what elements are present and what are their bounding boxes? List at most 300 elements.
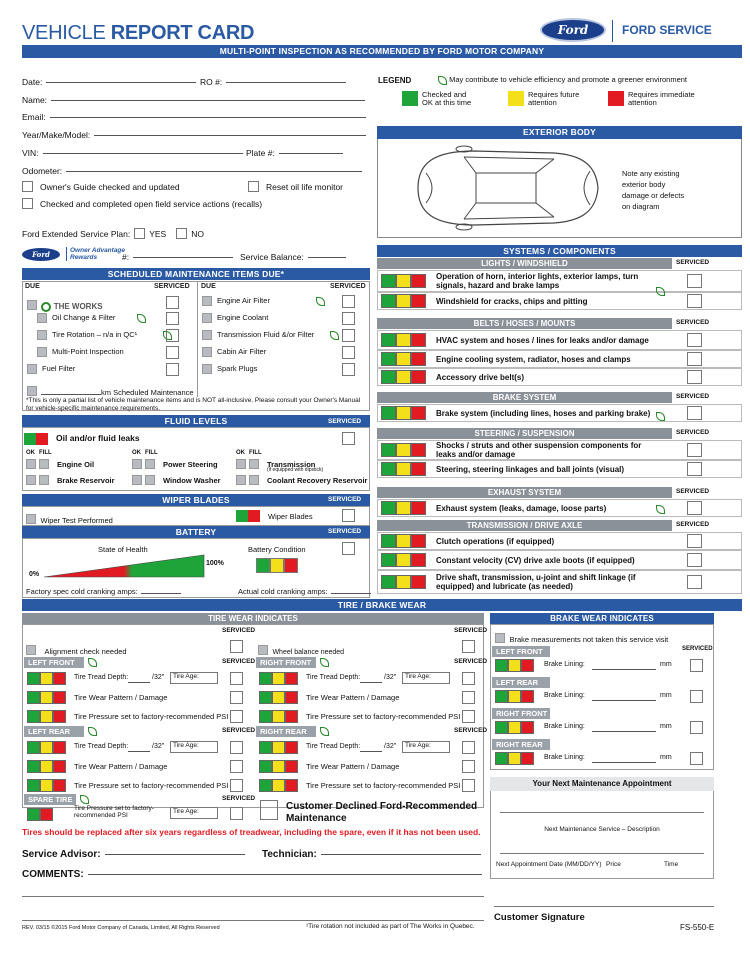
fill-checkbox[interactable]	[249, 475, 259, 485]
sched-item-label: Cabin Air Filter	[217, 347, 267, 356]
yellow-status-box[interactable]	[396, 274, 411, 288]
brake-lining-input[interactable]	[592, 762, 656, 763]
yellow-status-box[interactable]	[272, 741, 285, 754]
brake-status-indicator[interactable]	[495, 752, 534, 765]
brake-position-header: LEFT REAR	[492, 677, 550, 688]
tire-status-indicator[interactable]	[27, 672, 66, 685]
green-status-box[interactable]	[259, 672, 272, 685]
green-status-box[interactable]	[381, 294, 396, 308]
systems-item-label: Windshield for cracks, chips and pitting	[436, 296, 588, 306]
red-status-box[interactable]	[521, 752, 534, 765]
green-status-box[interactable]	[27, 710, 40, 723]
reset-oil-check[interactable]: Reset oil life monitor	[248, 181, 343, 192]
yellow-status-box[interactable]	[272, 691, 285, 704]
appointment-time-label: Time	[664, 861, 679, 868]
green-status-box[interactable]	[27, 691, 40, 704]
mm-label: mm	[660, 754, 672, 761]
tire-age-field[interactable]: Tire Age:	[170, 741, 218, 753]
brake-lining-input[interactable]	[592, 731, 656, 732]
yellow-status-box[interactable]	[40, 760, 53, 773]
tire-status-indicator[interactable]	[259, 710, 298, 723]
tire-warning: Tires should be replaced after six years regardless of treadwear, including the spare, even if it has not been used.	[22, 827, 481, 837]
tire-wear-indicates-header: TIRE WEAR INDICATES	[22, 613, 484, 624]
wiper-blades-indicator[interactable]	[236, 509, 260, 527]
fill-header: FILL	[145, 450, 158, 456]
status-indicator[interactable]	[381, 294, 426, 308]
status-indicator[interactable]	[381, 553, 426, 567]
red-status-box[interactable]	[53, 710, 66, 723]
due-checkbox[interactable]	[27, 364, 37, 374]
status-indicator[interactable]	[381, 352, 426, 366]
due-checkbox[interactable]	[202, 347, 212, 357]
yellow-status-box[interactable]	[508, 659, 521, 672]
balance-serviced-box[interactable]	[462, 640, 475, 653]
battery-serviced-label: SERVICED	[328, 528, 362, 535]
tire-age-field[interactable]: Tire Age:	[402, 741, 450, 753]
plate-field[interactable]: Plate #:	[246, 148, 343, 158]
red-status-box[interactable]	[285, 760, 298, 773]
systems-serviced-box[interactable]	[687, 462, 702, 476]
mm-label: mm	[660, 692, 672, 699]
tire-row-label: Tire Pressure set to factory-recommended PSI	[74, 781, 229, 790]
email-field[interactable]: Email:	[22, 112, 366, 122]
the-works-check[interactable]	[27, 296, 103, 314]
green-status-box[interactable]	[381, 501, 396, 515]
green-status-box[interactable]	[381, 406, 396, 420]
due-checkbox[interactable]	[37, 330, 47, 340]
yellow-status-box[interactable]	[396, 462, 411, 476]
green-status-box[interactable]	[381, 370, 396, 384]
brand-name: FORD SERVICE	[622, 23, 712, 37]
red-status-box[interactable]	[411, 333, 426, 347]
checkbox[interactable]	[258, 645, 268, 655]
green-status-box[interactable]	[259, 741, 272, 754]
checkbox[interactable]	[27, 386, 37, 396]
yellow-status-box[interactable]	[40, 741, 53, 754]
red-status-box[interactable]	[521, 721, 534, 734]
red-status-box[interactable]	[285, 779, 298, 792]
exterior-body-note: Note any existing exterior body damage or defects on diagram	[622, 169, 685, 211]
tire-row-label: Tire Wear Pattern / Damage	[74, 693, 168, 702]
green-status-box[interactable]	[495, 659, 508, 672]
the-works-serviced-box[interactable]	[166, 296, 179, 309]
legend-green-swatch	[402, 91, 418, 106]
red-status-box[interactable]	[285, 691, 298, 704]
red-status-box[interactable]	[53, 672, 66, 685]
appointment-line-2[interactable]	[500, 853, 704, 854]
fluid-item-label: Window Washer	[163, 476, 221, 485]
factory-cca-field[interactable]: Factory spec cold cranking amps:	[26, 587, 181, 596]
leaf-icon	[320, 727, 329, 736]
sched-serviced-box[interactable]	[342, 363, 355, 376]
red-status-box[interactable]	[411, 352, 426, 366]
yellow-status-box[interactable]	[40, 672, 53, 685]
tire-serviced-box[interactable]	[230, 779, 243, 792]
systems-serviced-box[interactable]	[687, 333, 702, 347]
sched-serviced-box[interactable]	[342, 295, 355, 308]
status-indicator[interactable]	[381, 575, 426, 589]
car-diagram[interactable]	[404, 143, 604, 233]
due-checkbox[interactable]	[202, 313, 212, 323]
spare-status-indicator[interactable]	[27, 808, 53, 821]
green-status-box[interactable]	[259, 691, 272, 704]
tire-serviced-box[interactable]	[230, 741, 243, 754]
comments-line-3[interactable]	[22, 920, 484, 921]
status-indicator[interactable]	[381, 274, 426, 288]
yellow-status-box[interactable]	[508, 721, 521, 734]
green-status-box[interactable]	[381, 575, 396, 589]
comments-line-2[interactable]	[22, 896, 484, 897]
tread-depth-input[interactable]	[360, 682, 382, 683]
recalls-check[interactable]: Checked and completed open field service actions (recalls)	[22, 198, 262, 209]
ok-header: OK	[26, 450, 35, 456]
status-indicator[interactable]	[381, 406, 426, 420]
brake-lining-input[interactable]	[592, 700, 656, 701]
odometer-field[interactable]: Odometer:	[22, 166, 362, 176]
systems-item-label: Drive shaft, transmission, u-joint and shift linkage (if equipped) and lubricate (as needed)	[436, 573, 636, 591]
systems-section-header: LIGHTS / WINDSHIELD	[377, 258, 672, 269]
brake-not-taken-check[interactable]: Brake measurements not taken this service visit	[495, 629, 668, 647]
fluid-levels-header: FLUID LEVELS	[22, 415, 370, 427]
systems-serviced-box[interactable]	[687, 553, 702, 567]
battery-condition-label: Battery Condition	[248, 545, 306, 554]
fill-checkbox[interactable]	[39, 459, 49, 469]
fill-header: FILL	[249, 450, 262, 456]
appointment-title: Your Next Maintenance Appointment	[490, 777, 714, 791]
due-checkbox[interactable]	[37, 313, 47, 323]
checkbox[interactable]	[22, 198, 33, 209]
comments-field[interactable]: COMMENTS:	[22, 869, 482, 880]
ok-checkbox[interactable]	[236, 475, 246, 485]
yellow-status-box[interactable]	[272, 710, 285, 723]
tire-serviced-box[interactable]	[230, 672, 243, 685]
checkbox[interactable]	[26, 645, 36, 655]
owner-advantage-logo: Owner Advantage Rewards	[66, 247, 125, 261]
fill-checkbox[interactable]	[39, 475, 49, 485]
systems-item-label: HVAC system and hoses / lines for leaks and/or damage	[436, 335, 649, 345]
brake-status-indicator[interactable]	[495, 690, 534, 703]
appointment-description-label: Next Maintenance Service – Description	[544, 826, 660, 833]
systems-serviced-label: SERVICED	[676, 259, 710, 266]
tire-serviced-box[interactable]	[462, 691, 475, 704]
brake-lining-label: Brake Lining:	[544, 754, 585, 761]
tire-status-indicator[interactable]	[259, 741, 298, 754]
esp-no-checkbox[interactable]	[176, 228, 187, 239]
tire-status-indicator[interactable]	[27, 779, 66, 792]
tire-status-indicator[interactable]	[27, 710, 66, 723]
green-status-box[interactable]	[495, 721, 508, 734]
wiper-test-check[interactable]: Wiper Test Performed	[26, 510, 113, 528]
green-status-box[interactable]	[381, 462, 396, 476]
oil-leaks-indicator[interactable]	[24, 432, 48, 450]
green-status-box[interactable]	[27, 808, 40, 821]
green-status-box[interactable]	[381, 443, 396, 457]
systems-item-label: Clutch operations (if equipped)	[436, 536, 555, 546]
alignment-check[interactable]: Alignment check needed	[26, 641, 127, 659]
sched-serviced-box[interactable]	[166, 346, 179, 359]
technician-field[interactable]: Technician:	[262, 849, 481, 860]
tread-depth-input[interactable]	[128, 682, 150, 683]
red-status-box[interactable]	[521, 659, 534, 672]
owners-guide-check[interactable]: Owner's Guide checked and updated	[22, 181, 180, 192]
brake-lining-input[interactable]	[592, 669, 656, 670]
fluid-item-label: Coolant Recovery Reservoir	[267, 476, 368, 485]
ok-checkbox[interactable]	[26, 475, 36, 485]
green-status-box[interactable]	[381, 534, 396, 548]
yellow-status-box[interactable]	[40, 710, 53, 723]
sched-serviced-box[interactable]	[166, 363, 179, 376]
checkbox[interactable]	[248, 181, 259, 192]
name-field[interactable]: Name:	[22, 95, 365, 105]
systems-serviced-box[interactable]	[687, 370, 702, 384]
tire-status-indicator[interactable]	[27, 760, 66, 773]
brake-serviced-box[interactable]	[690, 659, 703, 672]
systems-item-label: Steering, steering linkages and ball joints (visual)	[436, 464, 625, 474]
ok-checkbox[interactable]	[236, 459, 246, 469]
red-status-box[interactable]	[411, 274, 426, 288]
tire-serviced-box[interactable]	[462, 710, 475, 723]
oil-leaks-serviced-box[interactable]	[342, 432, 355, 445]
green-status-box[interactable]	[495, 690, 508, 703]
ok-checkbox[interactable]	[132, 459, 142, 469]
yellow-status-box[interactable]	[396, 575, 411, 589]
checkbox[interactable]	[27, 300, 37, 310]
yellow-status-box[interactable]	[396, 443, 411, 457]
tire-status-indicator[interactable]	[259, 672, 298, 685]
yellow-status-box[interactable]	[272, 779, 285, 792]
yellow-status-box[interactable]	[508, 752, 521, 765]
vin-field[interactable]: VIN:	[22, 148, 243, 158]
tire-age-field[interactable]: Tire Age:	[402, 672, 450, 684]
tire-serviced-box[interactable]	[462, 779, 475, 792]
systems-serviced-label: SERVICED	[676, 393, 710, 400]
tread-depth-input[interactable]	[360, 751, 382, 752]
due-checkbox[interactable]	[202, 364, 212, 374]
tire-serviced-box[interactable]	[462, 741, 475, 754]
checkbox[interactable]	[26, 514, 36, 524]
ok-checkbox[interactable]	[132, 475, 142, 485]
systems-serviced-box[interactable]	[687, 534, 702, 548]
service-advisor-field[interactable]: Service Advisor:	[22, 849, 245, 860]
systems-item-label: Accessory drive belt(s)	[436, 372, 525, 382]
yellow-status-box[interactable]	[396, 294, 411, 308]
oil-leaks-label: Oil and/or fluid leaks	[56, 433, 140, 443]
spare-tire-age-field[interactable]: Tire Age:	[170, 807, 218, 819]
yellow-status-box[interactable]	[396, 406, 411, 420]
red-status-box[interactable]	[53, 779, 66, 792]
red-status-box[interactable]	[53, 691, 66, 704]
tire-row-label: Tire Pressure set to factory-recommended PSI	[306, 712, 461, 721]
green-status-box[interactable]	[381, 274, 396, 288]
due-checkbox[interactable]	[37, 347, 47, 357]
fill-checkbox[interactable]	[145, 475, 155, 485]
actual-cca-field[interactable]: Actual cold cranking amps:	[238, 587, 371, 596]
fluid-item-label: Brake Reservoir	[57, 476, 115, 485]
status-indicator[interactable]	[381, 370, 426, 384]
green-status-box[interactable]	[495, 752, 508, 765]
systems-serviced-box[interactable]	[687, 294, 702, 308]
tire-serviced-box[interactable]	[230, 691, 243, 704]
green-status-box[interactable]	[259, 710, 272, 723]
brake-position-header: LEFT FRONT	[492, 646, 550, 657]
tire-status-indicator[interactable]	[27, 691, 66, 704]
customer-declined-checkbox[interactable]	[260, 800, 278, 820]
year-make-model-field[interactable]: Year/Make/Model:	[22, 130, 366, 140]
fluid-item-label: Transmission	[267, 460, 316, 469]
yellow-status-box[interactable]	[40, 691, 53, 704]
tire-position-header: LEFT FRONT	[24, 657, 84, 668]
red-status-box[interactable]	[411, 294, 426, 308]
red-status-box[interactable]	[521, 690, 534, 703]
legend-leaf-text: May contribute to vehicle efficiency and promote a greener environment	[438, 75, 687, 85]
sched-serviced-box[interactable]	[342, 329, 355, 342]
brake-status-indicator[interactable]	[495, 721, 534, 734]
status-indicator[interactable]	[381, 534, 426, 548]
wiper-serviced-box[interactable]	[342, 509, 355, 522]
brake-position-header: RIGHT FRONT	[492, 708, 550, 719]
wheel-balance-check[interactable]: Wheel balance needed	[258, 641, 344, 659]
sched-serviced-box[interactable]	[166, 312, 179, 325]
form-number: FS-550-E	[680, 923, 715, 932]
systems-item-label: Engine cooling system, radiator, hoses and clamps	[436, 354, 631, 364]
systems-item-label: Shocks / struts and other suspension components for leaks and/or damage	[436, 441, 642, 459]
green-status-box[interactable]	[381, 352, 396, 366]
tread-depth-input[interactable]	[128, 751, 150, 752]
sched-note: *This is only a partial list of vehicle maintenance items and is NOT all-inclusive. Please consult your Owner's Manual for vehicle-specific maintenance requirements.	[26, 397, 361, 412]
ro-field[interactable]: RO #:	[200, 77, 346, 87]
service-balance-field[interactable]: Service Balance:	[240, 252, 346, 262]
status-indicator[interactable]	[381, 462, 426, 476]
red-status-box[interactable]	[411, 443, 426, 457]
status-indicator[interactable]	[381, 443, 426, 457]
yellow-status-box[interactable]	[508, 690, 521, 703]
systems-serviced-box[interactable]	[687, 501, 702, 515]
yellow-status-box[interactable]	[396, 553, 411, 567]
sched-serviced-box[interactable]	[342, 312, 355, 325]
tire-age-field[interactable]: Tire Age:	[170, 672, 218, 684]
tire-serviced-box[interactable]	[230, 710, 243, 723]
fluid-item-label: Power Steering	[163, 460, 218, 469]
green-status-box[interactable]	[27, 760, 40, 773]
red-status-box[interactable]	[411, 501, 426, 515]
checkbox[interactable]	[22, 181, 33, 192]
due-checkbox[interactable]	[202, 330, 212, 340]
yellow-status-box[interactable]	[396, 352, 411, 366]
yellow-status-box[interactable]	[396, 370, 411, 384]
header-divider	[612, 20, 613, 42]
green-status-box[interactable]	[259, 779, 272, 792]
fill-checkbox[interactable]	[249, 459, 259, 469]
leaf-icon	[438, 76, 447, 85]
tire-status-indicator[interactable]	[259, 691, 298, 704]
tire-status-indicator[interactable]	[259, 779, 298, 792]
red-status-box[interactable]	[53, 741, 66, 754]
yellow-status-box[interactable]	[396, 534, 411, 548]
esp-yes-checkbox[interactable]	[134, 228, 145, 239]
green-status-box[interactable]	[27, 672, 40, 685]
checkbox[interactable]	[495, 633, 505, 643]
green-status-box[interactable]	[27, 779, 40, 792]
brake-serviced-box[interactable]	[690, 690, 703, 703]
yellow-status-box[interactable]	[40, 779, 53, 792]
yellow-status-box[interactable]	[272, 672, 285, 685]
red-status-box[interactable]	[411, 370, 426, 384]
spare-serviced-box[interactable]	[230, 807, 243, 820]
yellow-status-box[interactable]	[396, 501, 411, 515]
sched-item-label: Transmission Fluid &/or Filter	[217, 330, 315, 339]
alignment-serviced-box[interactable]	[230, 640, 243, 653]
transmission-sublabel: (if equipped with dipstick)	[267, 467, 324, 473]
systems-serviced-box[interactable]	[687, 406, 702, 420]
green-status-box[interactable]	[381, 553, 396, 567]
brake-serviced-box[interactable]	[690, 721, 703, 734]
state-of-health-gauge[interactable]	[42, 553, 206, 579]
sched-serviced-box[interactable]	[342, 346, 355, 359]
tire-status-indicator[interactable]	[27, 741, 66, 754]
soh-hundred-label: 100%	[206, 560, 224, 567]
red-status-box[interactable]	[285, 741, 298, 754]
systems-serviced-box[interactable]	[687, 443, 702, 457]
red-status-box[interactable]	[411, 406, 426, 420]
yellow-status-box[interactable]	[396, 333, 411, 347]
battery-condition-indicator[interactable]	[256, 558, 298, 578]
systems-header: SYSTEMS / COMPONENTS	[377, 245, 742, 257]
green-status-box[interactable]	[381, 333, 396, 347]
systems-serviced-box[interactable]	[687, 352, 702, 366]
red-status-box[interactable]	[285, 710, 298, 723]
appointment-line-1[interactable]	[500, 812, 704, 813]
signature-line[interactable]	[494, 906, 714, 907]
brake-serviced-box[interactable]	[690, 752, 703, 765]
date-field[interactable]: Date:	[22, 77, 196, 87]
red-status-box[interactable]	[40, 808, 53, 821]
tire-brake-header: TIRE / BRAKE WEAR	[22, 599, 742, 611]
tire-serviced-box[interactable]	[462, 760, 475, 773]
red-status-box[interactable]	[411, 534, 426, 548]
green-status-box[interactable]	[259, 760, 272, 773]
tire-status-indicator[interactable]	[259, 760, 298, 773]
rewards-number-field[interactable]: #:	[122, 252, 233, 262]
red-status-box[interactable]	[53, 760, 66, 773]
systems-section-header: EXHAUST SYSTEM	[377, 487, 672, 498]
status-indicator[interactable]	[381, 501, 426, 515]
km-scheduled-row: km Scheduled Maintenance	[27, 382, 194, 400]
systems-serviced-box[interactable]	[687, 274, 702, 288]
due-checkbox[interactable]	[202, 296, 212, 306]
due-header-left: DUE	[25, 283, 40, 290]
red-status-box[interactable]	[411, 553, 426, 567]
systems-serviced-box[interactable]	[687, 575, 702, 589]
green-status-box[interactable]	[27, 741, 40, 754]
battery-serviced-box[interactable]	[342, 542, 355, 555]
tire-serviced-label: SERVICED	[222, 658, 256, 665]
fill-checkbox[interactable]	[145, 459, 155, 469]
red-status-box[interactable]	[411, 462, 426, 476]
yellow-status-box[interactable]	[272, 760, 285, 773]
red-status-box[interactable]	[411, 575, 426, 589]
customer-signature-label: Customer Signature	[494, 912, 585, 923]
per32-label: /32"	[384, 674, 397, 681]
tire-serviced-box[interactable]	[230, 760, 243, 773]
tire-serviced-box[interactable]	[462, 672, 475, 685]
legend-red-text: Requires immediate attention	[628, 90, 695, 107]
brake-status-indicator[interactable]	[495, 659, 534, 672]
status-indicator[interactable]	[381, 333, 426, 347]
red-status-box[interactable]	[285, 672, 298, 685]
fill-header: FILL	[39, 450, 52, 456]
sched-divider	[197, 281, 198, 397]
ok-checkbox[interactable]	[26, 459, 36, 469]
